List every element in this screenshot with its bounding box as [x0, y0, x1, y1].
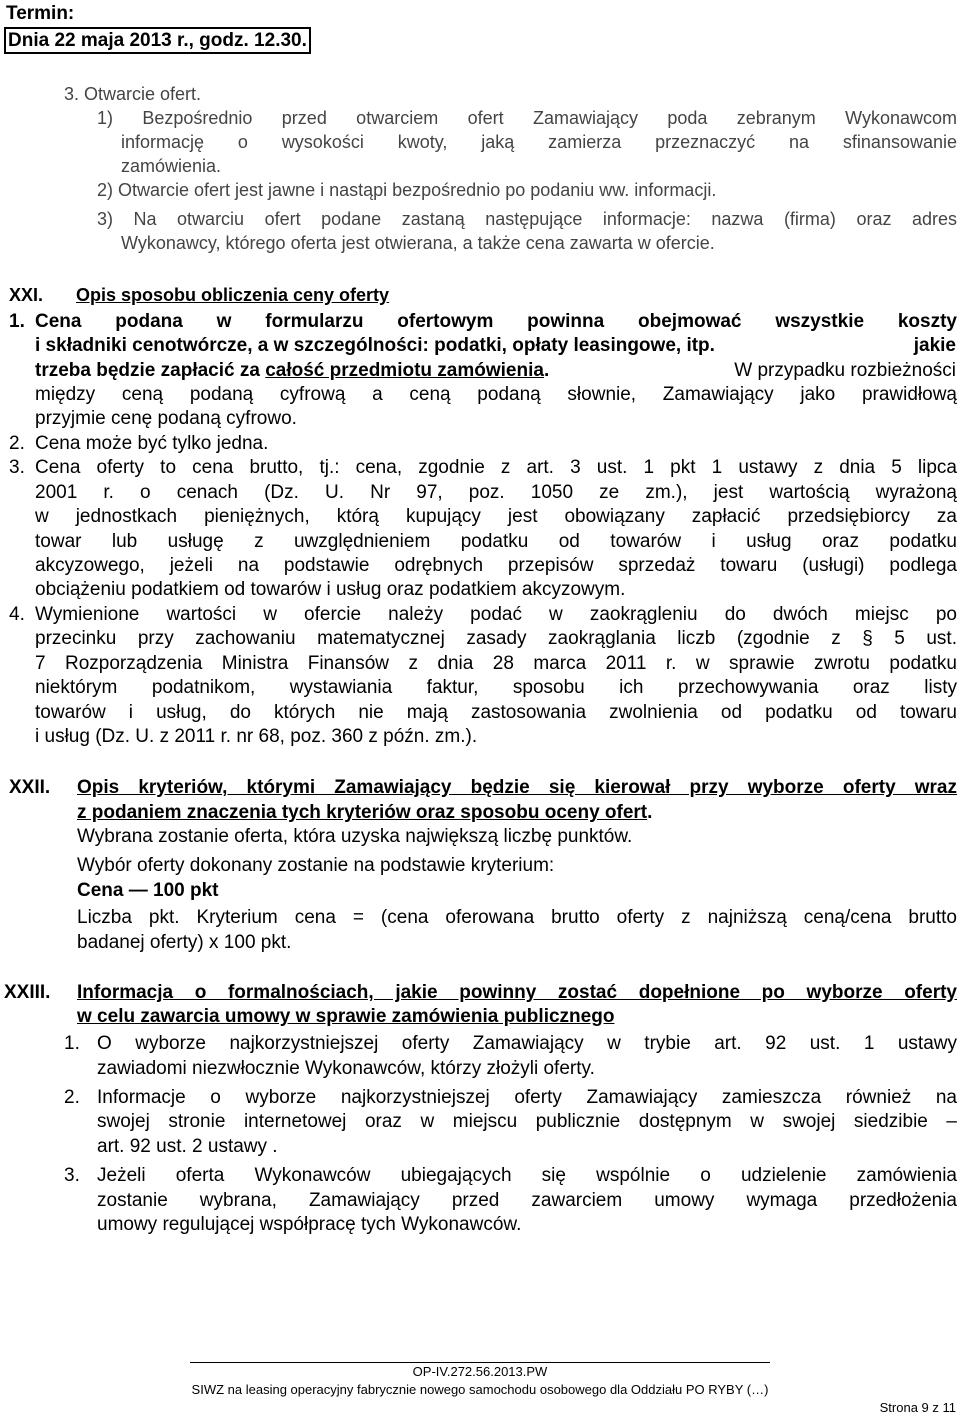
- xxiii-item3-line2: zostanie wybrana, Zamawiający przed zawarciem umowy wymaga przedłożenia: [97, 1190, 957, 1211]
- section-xxii-number: XXII.: [9, 777, 51, 798]
- xxi-p1-line3-end: W przypadku rozbieżności: [734, 360, 956, 381]
- xxiii-item2-line2: swojej stronie internetowej oraz w miejscu publicznie dostępnym w swojej siedzibie –: [97, 1111, 957, 1132]
- section-xxii-title-line1: Opis kryteriów, którymi Zamawiający będzie się kierował przy wyborze oferty wraz: [77, 777, 957, 798]
- termin-label: Termin:: [6, 3, 75, 24]
- xxi-p3-line6: obciążeniu podatkiem od towarów i usług oraz podatkiem akcyzowym.: [35, 579, 626, 600]
- xxi-p3-line1: Cena oferty to cena brutto, tj.: cena, zgodnie z art. 3 ust. 1 pkt 1 ustawy z dnia 5 lipca: [35, 457, 957, 478]
- xxiii-item1-line2: zawiadomi niezwłocznie Wykonawców, którzy złożyli oferty.: [97, 1058, 595, 1079]
- termin-value: Dnia 22 maja 2013 r., godz. 12.30.: [4, 27, 311, 54]
- section-xxi-title: Opis sposobu obliczenia ceny oferty: [76, 285, 390, 305]
- xxii-line2: Wybór oferty dokonany zostanie na podstawie kryterium:: [77, 855, 555, 876]
- xxi-p4-line1: Wymienione wartości w ofercie należy podać w zaokrągleniu do dwóch miejsc po: [35, 604, 957, 625]
- xxi-p4-line3: 7 Rozporządzenia Ministra Finansów z dnia 28 marca 2011 r. w sprawie zwrotu podatku: [35, 653, 957, 674]
- section-xxii-title-line2-text: z podaniem znaczenia tych kryteriów oraz sposobu oceny ofert: [77, 802, 648, 823]
- xxiii-item2-number: 2.: [64, 1087, 80, 1108]
- xxi-p3-number: 3.: [9, 457, 25, 478]
- xxiii-item1-line1: O wyborze najkorzystniejszej oferty Zamawiający w trybie art. 92 ust. 1 ustawy: [97, 1033, 957, 1054]
- section-xxiii-number: XXIII.: [4, 982, 51, 1003]
- section-xxi-number: XXI.: [9, 285, 44, 305]
- xxi-p1-number: 1.: [9, 311, 25, 332]
- xxi-p1-line2-end: jakie: [913, 335, 956, 356]
- footer-divider: [190, 1362, 770, 1363]
- s3-item2: 2) Otwarcie ofert jest jawne i nastąpi bezpośrednio po podaniu ww. informacji.: [97, 180, 717, 200]
- xxiii-item2-line3: art. 92 ust. 2 ustawy .: [97, 1136, 278, 1157]
- xxiii-item2-line1: Informacje o wyborze najkorzystniejszej oferty Zamawiający zamieszcza również na: [97, 1087, 957, 1108]
- section-3-title: 3. Otwarcie ofert.: [64, 84, 202, 104]
- xxi-p3-line4: towar lub usługę z uwzględnieniem podatku od towarów i usług oraz podatku: [35, 531, 957, 552]
- section-xxii-title-line2: [77, 801, 652, 824]
- footer-page-number: Strona 9 z 11: [879, 1400, 956, 1415]
- s3-item1-line3: zamówienia.: [121, 156, 222, 176]
- xxi-p2-number: 2.: [9, 433, 25, 454]
- xxiii-item3-line3: umowy regulującej współpracę tych Wykonawców.: [97, 1214, 522, 1235]
- footer-code: OP-IV.272.56.2013.PW: [412, 1364, 548, 1379]
- xxi-p1-line3-a: trzeba będzie zapłacić za: [35, 360, 260, 381]
- xxi-p1-line3: [35, 359, 549, 382]
- section-xxii-title-dot: .: [647, 802, 653, 823]
- section-xxiii-title-line1: Informacja o formalnościach, jakie powinny zostać dopełnione po wyborze oferty: [77, 982, 957, 1003]
- s3-item3-line1: 3) Na otwarciu ofert podane zastaną następujące informacje: nazwa (firma) oraz adres: [97, 209, 957, 229]
- xxi-p1-line5: przyjmie cenę podaną cyfrowo.: [35, 408, 297, 429]
- xxi-p1-line1: Cena podana w formularzu ofertowym powinna obejmować wszystkie koszty: [35, 311, 957, 332]
- xxi-p1-line3-underlined: całość przedmiotu zamówienia: [265, 360, 544, 381]
- xxi-p4-line6: i usług (Dz. U. z 2011 r. nr 68, poz. 360 z późn. zm.).: [35, 726, 478, 747]
- s3-item3-line2: Wykonawcy, którego oferta jest otwierana, a także cena zawarta w ofercie.: [121, 233, 715, 253]
- xxi-p3-line2: 2001 r. o cenach (Dz. U. Nr 97, poz. 1050 ze zm.), jest wartością wyrażoną: [35, 482, 957, 503]
- xxi-p2: Cena może być tylko jedna.: [35, 433, 269, 454]
- xxi-p4-line2: przecinku przy zachowaniu matematycznej zasady zaokrąglania liczb (zgodnie z § 5 ust.: [35, 628, 957, 649]
- xxii-line1: Wybrana zostanie oferta, która uzyska największą liczbę punktów.: [77, 826, 633, 847]
- xxi-p4-number: 4.: [9, 604, 25, 625]
- xxiii-item1-number: 1.: [64, 1033, 80, 1054]
- xxi-p1-line2: i składniki cenotwórcze, a w szczególności: podatki, opłaty leasingowe, itp.: [35, 335, 715, 356]
- s3-item1-line2: informację o wysokości kwoty, jaką zamierza przeznaczyć na sfinansowanie: [121, 132, 957, 152]
- s3-item1-line1: 1) Bezpośrednio przed otwarciem ofert Zamawiający poda zebranym Wykonawcom: [97, 108, 957, 128]
- xxi-p4-line4: niektórym podatnikom, wystawiania faktur, sposobu ich przechowywania oraz listy: [35, 677, 957, 698]
- xxiii-item3-line1: Jeżeli oferta Wykonawców ubiegających się wspólnie o udzielenie zamówienia: [97, 1165, 957, 1186]
- section-xxiii-title-line2: w celu zawarcia umowy w sprawie zamówienia publicznego: [77, 1006, 615, 1027]
- xxi-p1-line4: między ceną podaną cyfrową a ceną podaną słownie, Zamawiający jako prawidłową: [35, 384, 957, 405]
- footer-title: SIWZ na leasing operacyjny fabrycznie nowego samochodu osobowego dla Oddziału PO RYBY (…): [191, 1382, 769, 1397]
- xxi-p3-line3: w jednostkach pieniężnych, którą kupujący jest obowiązany zapłacić przedsiębiorcy za: [35, 506, 957, 527]
- xxi-p3-line5: akcyzowego, jeżeli na podstawie odrębnych przepisów sprzedaż towaru (usługi) podlega: [35, 555, 957, 576]
- xxii-line4: Liczba pkt. Kryterium cena = (cena oferowana brutto oferty z najniższą ceną/cena brutto: [77, 907, 957, 928]
- xxiii-item3-number: 3.: [64, 1165, 80, 1186]
- xxii-line5: badanej oferty) x 100 pkt.: [77, 932, 292, 953]
- xxi-p4-line5: towarów i usług, do których nie mają zastosowania zwolnienia od podatku od towaru: [35, 702, 957, 723]
- xxi-p1-line3-dot: .: [543, 360, 550, 381]
- xxii-criterion-price: Cena — 100 pkt: [77, 880, 219, 901]
